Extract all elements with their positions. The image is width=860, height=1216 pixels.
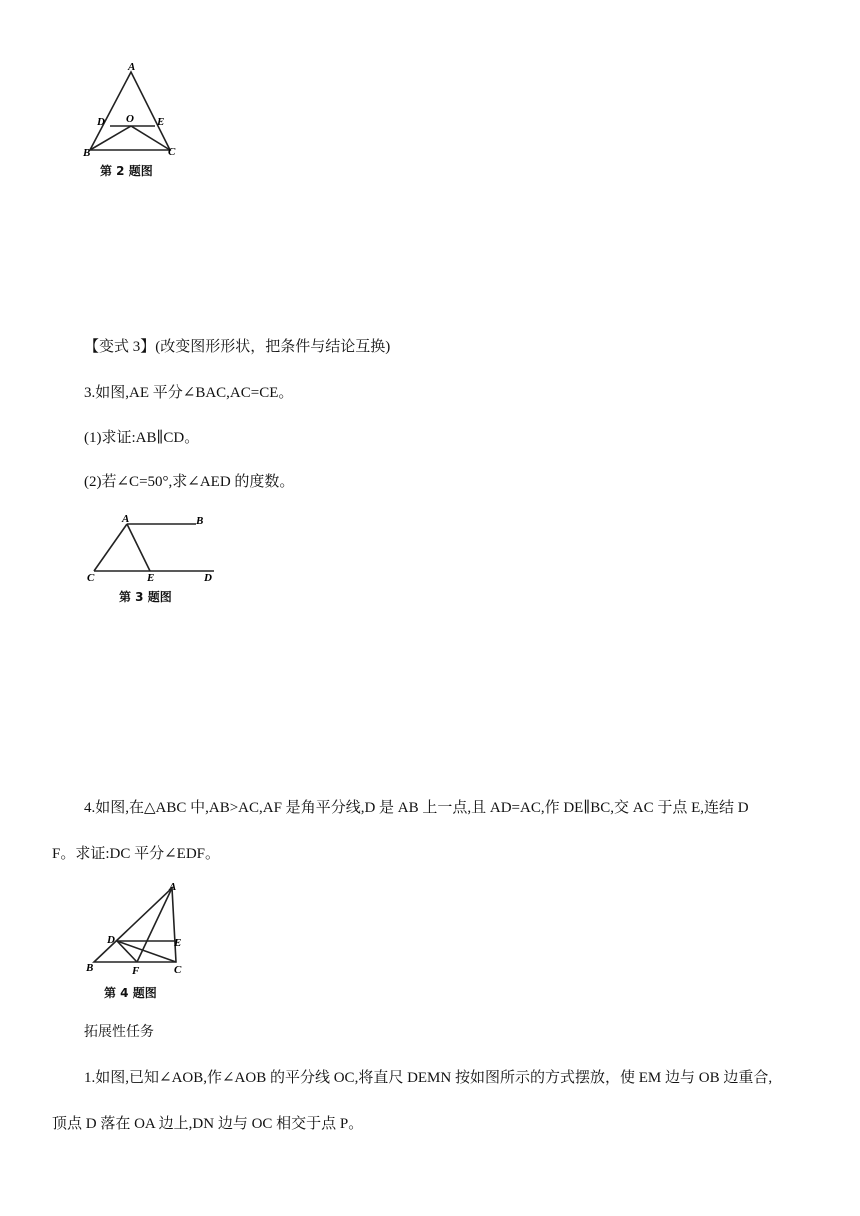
label-e: E — [147, 572, 155, 584]
figure-2 — [80, 58, 190, 183]
figure-4-caption: 第 4 题图 — [104, 986, 157, 1000]
triangle-abc — [90, 72, 170, 150]
variant-3-heading: 【变式 3】(改变图形形状，把条件与结论互换) — [84, 339, 391, 355]
problem-4-line-1: 4.如图,在△ABC 中,AB>AC,AF 是角平分线,D 是 AB 上一点,且 AD=AC,作 DE∥BC,交 AC 于点 E,连结 D — [84, 800, 749, 816]
label-b: B — [196, 515, 204, 527]
figure-3-caption: 第 3 题图 — [119, 590, 172, 604]
segment-ac — [94, 524, 127, 571]
figure-2-caption: 第 2 题图 — [100, 164, 153, 178]
segment-ae — [127, 524, 150, 571]
label-f: F — [132, 965, 140, 977]
label-b: B — [83, 147, 91, 158]
segment-af — [137, 888, 172, 962]
label-c: C — [87, 572, 95, 584]
label-a: A — [122, 513, 130, 525]
extension-problem-1-line-2: 顶点 D 落在 OA 边上,DN 边与 OC 相交于点 P。 — [52, 1116, 364, 1132]
label-e: E — [174, 937, 182, 949]
problem-3-part-1: (1)求证:AB∥CD。 — [84, 430, 200, 446]
extension-problem-1-line-1: 1.如图,已知∠AOB,作∠AOB 的平分线 OC,将直尺 DEMN 按如图所示的方式摆放，使 EM 边与 OB 边重合, — [84, 1070, 773, 1086]
label-o: O — [126, 113, 134, 125]
label-b: B — [86, 962, 94, 974]
label-d: D — [97, 116, 105, 128]
label-a: A — [128, 61, 136, 73]
label-d: D — [107, 934, 115, 946]
segment-dc — [117, 941, 176, 962]
figure-4-diagram — [82, 880, 192, 980]
figure-3-diagram — [84, 510, 224, 586]
extension-heading: 拓展性任务 — [84, 1024, 154, 1040]
figure-4 — [82, 880, 192, 1005]
problem-3-statement: 3.如图,AE 平分∠BAC,AC=CE。 — [84, 385, 294, 401]
label-c: C — [174, 964, 182, 976]
label-c: C — [168, 146, 176, 158]
label-a: A — [169, 881, 177, 893]
figure-3 — [84, 510, 224, 610]
problem-4-line-2: F。求证:DC 平分∠EDF。 — [52, 846, 221, 862]
label-e: E — [157, 116, 165, 128]
figure-2-diagram — [80, 58, 190, 158]
triangle-abc — [94, 888, 176, 962]
label-d: D — [204, 572, 212, 584]
problem-3-part-2: (2)若∠C=50°,求∠AED 的度数。 — [84, 474, 295, 490]
